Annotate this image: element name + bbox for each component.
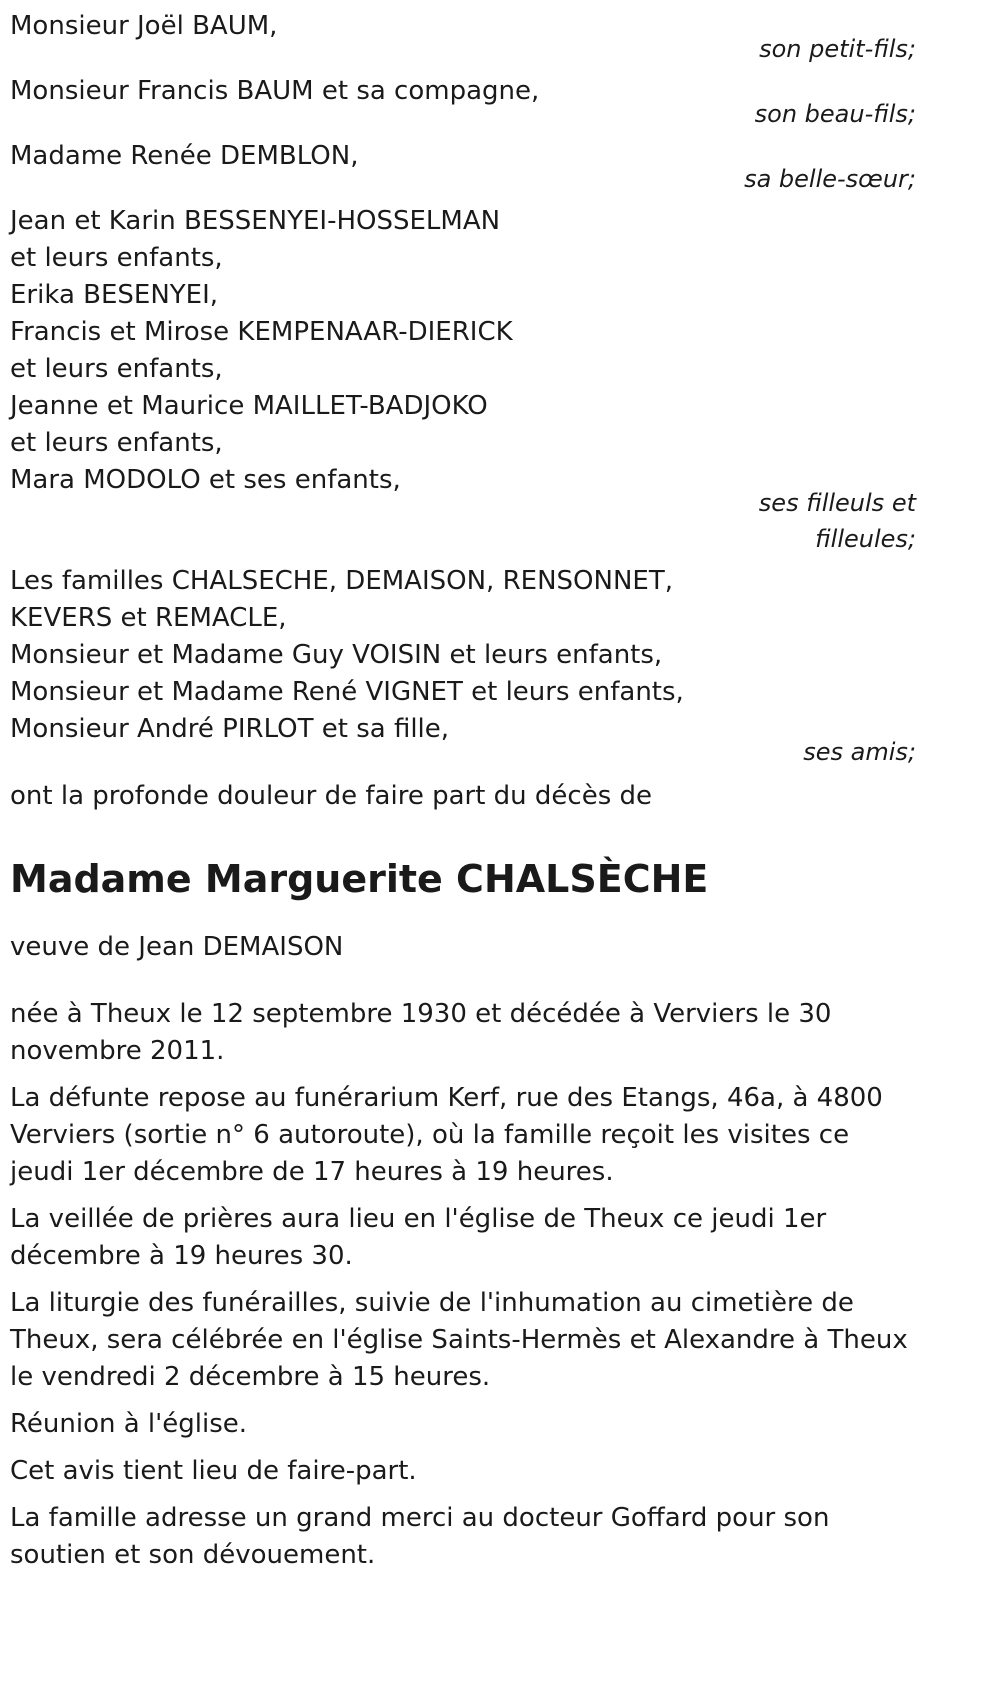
family-line: Francis et Mirose KEMPENAAR-DIERICK bbox=[10, 317, 513, 347]
family-group bbox=[10, 138, 916, 197]
notice-paragraph: Cet avis tient lieu de faire-part. bbox=[10, 1456, 417, 1486]
meeting-paragraph: Réunion à l'église. bbox=[10, 1409, 248, 1439]
family-line: Erika BESENYEI, bbox=[10, 280, 219, 310]
family-line: Les familles CHALSECHE, DEMAISON, RENSONNET, bbox=[10, 566, 673, 596]
funerarium-paragraph: La défunte repose au funérarium Kerf, rue des Etangs, 46a, à 4800 Verviers (sortie n° 6 autoroute), où la famille reçoit les visites ce jeudi 1er décembre de 17 heures à 19 heures. bbox=[10, 1083, 883, 1187]
relation-label: son petit-fils; bbox=[759, 35, 916, 63]
relation-label: son beau-fils; bbox=[754, 100, 916, 128]
family-line: Jeanne et Maurice MAILLET-BADJOKO bbox=[10, 391, 488, 421]
announcement-text: ont la profonde douleur de faire part du décès de bbox=[10, 781, 653, 811]
family-line: Madame Renée DEMBLON, bbox=[10, 141, 359, 171]
family-group bbox=[10, 563, 916, 770]
family-line: et leurs enfants, bbox=[10, 243, 223, 273]
family-group bbox=[10, 8, 916, 67]
relation-label: filleules; bbox=[815, 525, 916, 553]
family-group bbox=[10, 203, 916, 557]
family-line: Monsieur Francis BAUM et sa compagne, bbox=[10, 76, 540, 106]
family-line: et leurs enfants, bbox=[10, 428, 223, 458]
family-line: Monsieur André PIRLOT et sa fille, bbox=[10, 714, 450, 744]
family-line: Monsieur et Madame Guy VOISIN et leurs enfants, bbox=[10, 640, 663, 670]
deceased-name: Madame Marguerite CHALSÈCHE bbox=[10, 857, 709, 901]
family-group bbox=[10, 73, 916, 132]
relation-label: sa belle-sœur; bbox=[744, 165, 916, 193]
obituary-notice bbox=[10, 8, 916, 1584]
family-line: KEVERS et REMACLE, bbox=[10, 603, 287, 633]
family-line: et leurs enfants, bbox=[10, 354, 223, 384]
liturgy-paragraph: La liturgie des funérailles, suivie de l'inhumation au cimetière de Theux, sera célébrée en l'église Saints-Hermès et Alexandre à Theux le vendredi 2 décembre à 15 heures. bbox=[10, 1288, 908, 1392]
birth-death-paragraph: née à Theux le 12 septembre 1930 et décédée à Verviers le 30 novembre 2011. bbox=[10, 999, 832, 1066]
thanks-paragraph: La famille adresse un grand merci au docteur Goffard pour son soutien et son dévouement. bbox=[10, 1503, 830, 1570]
relation-label: ses filleuls et bbox=[758, 489, 916, 517]
widow-of-text: veuve de Jean DEMAISON bbox=[10, 932, 344, 962]
relation-label: ses amis; bbox=[803, 738, 916, 766]
family-line: Mara MODOLO et ses enfants, bbox=[10, 465, 401, 495]
family-line: Monsieur Joël BAUM, bbox=[10, 11, 278, 41]
family-line: Jean et Karin BESSENYEI-HOSSELMAN bbox=[10, 206, 501, 236]
vigil-paragraph: La veillée de prières aura lieu en l'église de Theux ce jeudi 1er décembre à 19 heures 30. bbox=[10, 1204, 827, 1271]
family-line: Monsieur et Madame René VIGNET et leurs enfants, bbox=[10, 677, 684, 707]
